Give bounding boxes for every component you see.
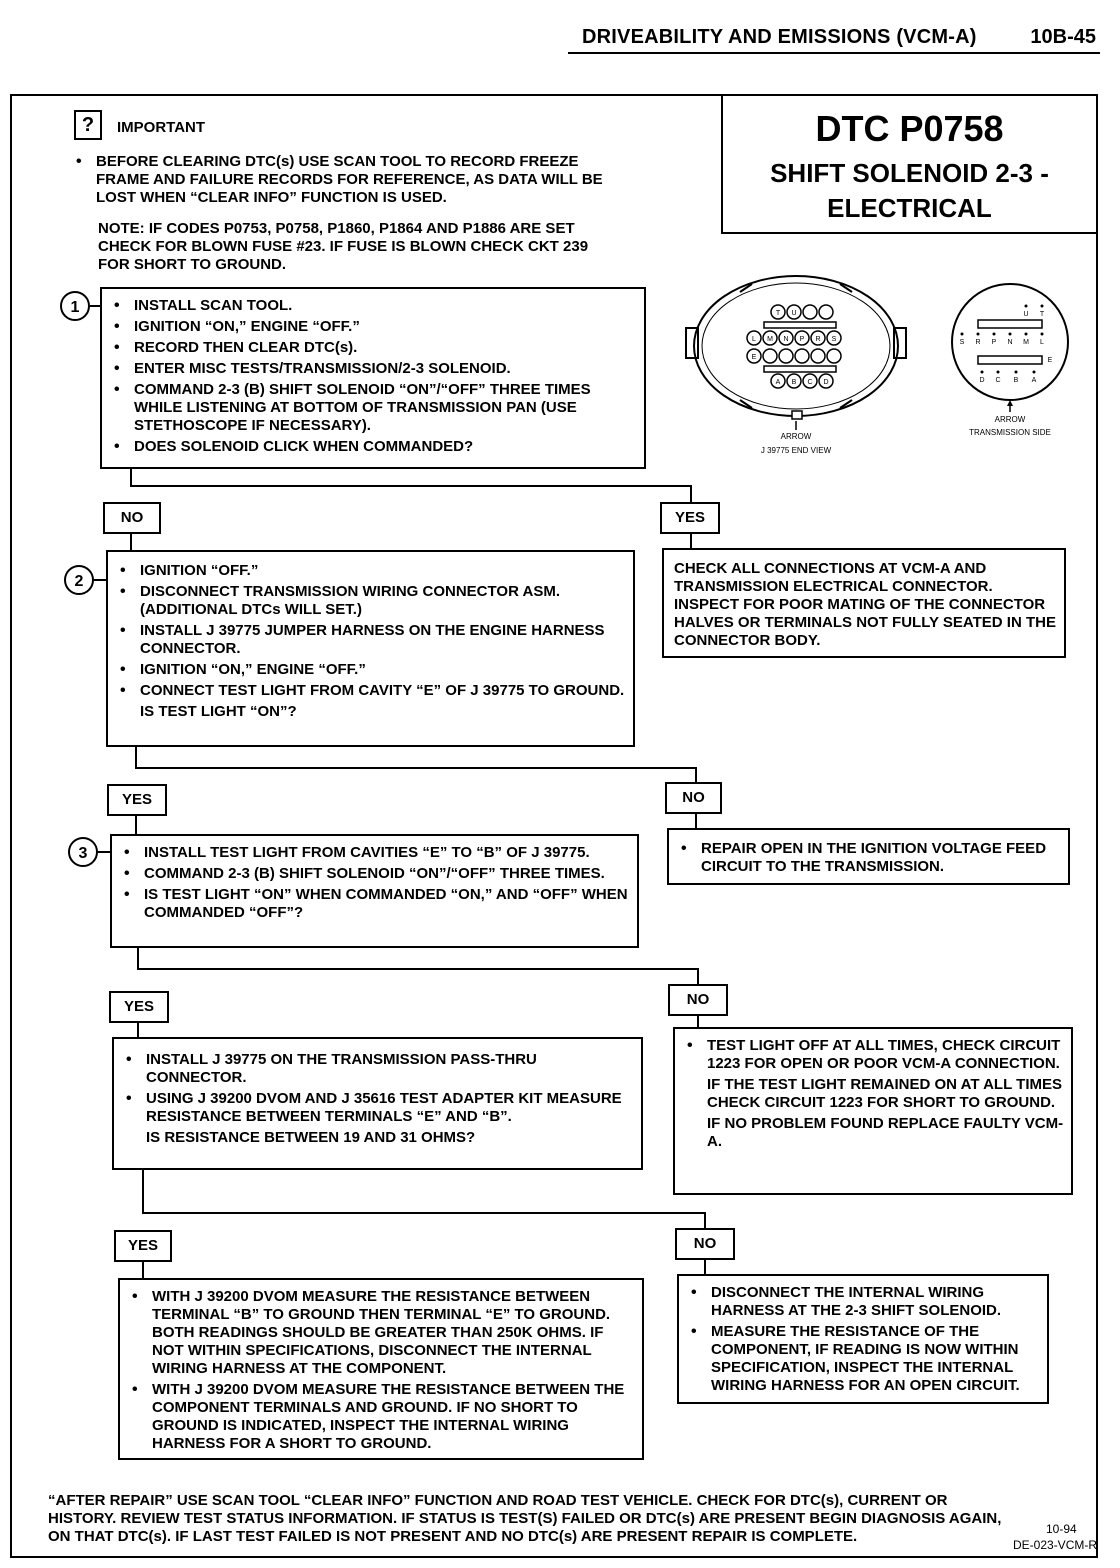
svg-text:M: M bbox=[1023, 339, 1029, 346]
no4-result-box bbox=[677, 1274, 1049, 1404]
svg-text:J 39775 END VIEW: J 39775 END VIEW bbox=[760, 446, 832, 455]
yes4-item: • WITH J 39200 DVOM MEASURE THE RESISTANCE BETWEEN THE COMPONENT TERMINALS AND GROUND. IF NO SHORT TO GROUND IS INDICATED, INSPECT THE INTERNAL WIRING HARNESS FOR A SHORT TO GROUND. bbox=[124, 1381, 636, 1453]
svg-text:B: B bbox=[1013, 377, 1019, 384]
no3-para-2: IF NO PROBLEM FOUND REPLACE FAULTY VCM-A. bbox=[707, 1115, 1064, 1150]
branch-yes-label: YES bbox=[107, 784, 167, 816]
dtc-desc-2: ELECTRICAL bbox=[827, 193, 992, 223]
no2-result-box bbox=[667, 828, 1070, 885]
step1-item: • ENTER MISC TESTS/TRANSMISSION/2-3 SOLENOID. bbox=[106, 360, 638, 378]
step2-item: • IGNITION “ON,” ENGINE “OFF.” bbox=[112, 661, 627, 679]
flow-line bbox=[695, 814, 697, 828]
no4-item: • MEASURE THE RESISTANCE OF THE COMPONENT, IF READING IS NOW WITHIN SPECIFICATION, INSPECT THE INTERNAL WIRING HARNESS FOR AN OPEN CIRCUIT. bbox=[683, 1323, 1041, 1395]
svg-text:N: N bbox=[783, 336, 789, 343]
flow-line bbox=[690, 534, 692, 548]
yes1-result-box bbox=[662, 548, 1066, 658]
yes4-item: • WITH J 39200 DVOM MEASURE THE RESISTANCE BETWEEN TERMINAL “B” TO GROUND THEN TERMINAL “E” TO GROUND. BOTH READINGS SHOULD BE GREATER THAN 250K OHMS. IF NOT WITHIN SPECIFICATIONS, DISCONNECT THE INTERNAL WIRING HARNESS AT THE COMPONENT. bbox=[124, 1288, 636, 1378]
step3-box bbox=[110, 834, 639, 948]
flow-line bbox=[130, 534, 132, 550]
flow-line bbox=[142, 1212, 706, 1214]
flow-line bbox=[130, 485, 692, 487]
yes4-result-box bbox=[118, 1278, 644, 1460]
j39775-end-view-diagram bbox=[686, 276, 906, 455]
important-note: NOTE: IF CODES P0753, P0758, P1860, P1864 AND P1886 ARE SET CHECK FOR BLOWN FUSE #23. IF FUSE IS BLOWN CHECK CKT 239 FOR SHORT TO GROUND. bbox=[98, 220, 589, 273]
no3-result-box bbox=[673, 1027, 1073, 1195]
step-number-3: 3 bbox=[68, 837, 98, 867]
branch-no-label: NO bbox=[675, 1228, 735, 1260]
svg-text:A: A bbox=[775, 379, 781, 386]
flow-line bbox=[130, 469, 132, 486]
dtc-title-box bbox=[721, 94, 1098, 234]
svg-text:U: U bbox=[791, 310, 797, 317]
step1-item: • DOES SOLENOID CLICK WHEN COMMANDED? bbox=[106, 438, 638, 456]
step2-item: • IGNITION “OFF.” bbox=[112, 562, 627, 580]
svg-text:C: C bbox=[807, 379, 813, 386]
svg-text:T: T bbox=[775, 310, 781, 317]
svg-text:L: L bbox=[752, 336, 756, 343]
step4-item: • INSTALL J 39775 ON THE TRANSMISSION PASS-THRU CONNECTOR. bbox=[118, 1051, 635, 1087]
step1-list bbox=[106, 297, 638, 456]
yes4-list bbox=[124, 1288, 636, 1453]
step2-item: • DISCONNECT TRANSMISSION WIRING CONNECTOR ASM. (ADDITIONAL DTCs WILL SET.) bbox=[112, 583, 627, 619]
branch-yes-label: YES bbox=[114, 1230, 172, 1262]
svg-text:S: S bbox=[831, 336, 837, 343]
svg-text:L: L bbox=[1040, 339, 1044, 346]
document-code: DE-023-VCM-R bbox=[1013, 1538, 1098, 1552]
svg-text:ARROW: ARROW bbox=[994, 415, 1026, 424]
branch-no-label: NO bbox=[668, 984, 728, 1016]
step1-item: • IGNITION “ON,” ENGINE “OFF.” bbox=[106, 318, 638, 336]
page-number: 10B-45 bbox=[1030, 26, 1096, 48]
header-rule bbox=[568, 52, 1100, 54]
running-header bbox=[560, 24, 1100, 52]
svg-text:S: S bbox=[959, 339, 965, 346]
svg-text:B: B bbox=[791, 379, 797, 386]
important-bullet-text: • BEFORE CLEARING DTC(s) USE SCAN TOOL TO RECORD FREEZE FRAME AND FAILURE RECORDS FOR REFERENCE, AS DATA WILL BE LOST WHEN “CLEAR INFO” FUNCTION IS USED. bbox=[68, 153, 628, 207]
flow-line bbox=[137, 1023, 139, 1037]
flow-line bbox=[137, 948, 139, 970]
step2-connector bbox=[94, 579, 106, 581]
step1-item: • INSTALL SCAN TOOL. bbox=[106, 297, 638, 315]
flow-line bbox=[690, 485, 692, 502]
connector-diagrams bbox=[680, 270, 1100, 460]
flow-line bbox=[135, 747, 137, 769]
flow-line bbox=[704, 1212, 706, 1229]
after-repair-note: “AFTER REPAIR” USE SCAN TOOL “CLEAR INFO” FUNCTION AND ROAD TEST VEHICLE. CHECK FOR DTC(s), CURRENT OR HISTORY. REVIEW TEST STATUS INFORMATION. IF STATUS IS TEST(S) FAILED OR DTC(s) ARE PRESENT BEGIN DIAGNOSIS AGAIN, ON THAT DTC(s). IF LAST TEST FAILED IS NOT PRESENT AND NO DTC(s) ARE PRESENT REPAIR IS COMPLETE. bbox=[48, 1492, 1002, 1545]
flow-line bbox=[135, 816, 137, 834]
step3-list bbox=[116, 844, 631, 922]
flow-line bbox=[142, 1262, 144, 1278]
flow-line bbox=[135, 767, 697, 769]
step2-item: • CONNECT TEST LIGHT FROM CAVITY “E” OF J 39775 TO GROUND. bbox=[112, 682, 627, 700]
no4-list bbox=[683, 1284, 1041, 1395]
important-icon: ? bbox=[74, 110, 102, 140]
dtc-desc-1: SHIFT SOLENOID 2-3 - bbox=[770, 158, 1049, 188]
important-label: IMPORTANT bbox=[117, 119, 206, 136]
svg-text:E: E bbox=[751, 354, 757, 361]
transmission-side-diagram bbox=[952, 284, 1068, 437]
svg-text:D: D bbox=[979, 377, 985, 384]
svg-text:N: N bbox=[1007, 339, 1013, 346]
step2-question: IS TEST LIGHT “ON”? bbox=[140, 703, 297, 720]
important-bullet bbox=[68, 153, 628, 210]
flow-line bbox=[142, 1170, 144, 1214]
step2-item: • INSTALL J 39775 JUMPER HARNESS ON THE ENGINE HARNESS CONNECTOR. bbox=[112, 622, 627, 658]
svg-text:ARROW: ARROW bbox=[780, 432, 812, 441]
svg-text:M: M bbox=[767, 336, 773, 343]
step3-item: • INSTALL TEST LIGHT FROM CAVITIES “E” TO “B” OF J 39775. bbox=[116, 844, 631, 862]
dtc-code: DTC P0758 bbox=[815, 108, 1004, 149]
step1-item: • RECORD THEN CLEAR DTC(s). bbox=[106, 339, 638, 357]
branch-no-label: NO bbox=[103, 502, 161, 534]
svg-text:D: D bbox=[823, 379, 829, 386]
flow-line bbox=[697, 968, 699, 985]
step1-box bbox=[100, 287, 646, 469]
yes1-text: CHECK ALL CONNECTIONS AT VCM-A AND TRANSMISSION ELECTRICAL CONNECTOR. INSPECT FOR POOR MATING OF THE CONNECTOR HALVES OR TERMINALS NOT FULLY SEATED IN THE CONNECTOR BODY. bbox=[674, 560, 1056, 649]
step4-box bbox=[112, 1037, 643, 1170]
no2-text: • REPAIR OPEN IN THE IGNITION VOLTAGE FEED CIRCUIT TO THE TRANSMISSION. bbox=[673, 840, 1062, 876]
flow-line bbox=[137, 968, 699, 970]
revision-date: 10-94 bbox=[1046, 1522, 1077, 1536]
svg-text:R: R bbox=[815, 336, 821, 343]
svg-text:TRANSMISSION SIDE: TRANSMISSION SIDE bbox=[969, 428, 1051, 437]
step4-list bbox=[118, 1051, 635, 1126]
svg-text:R: R bbox=[975, 339, 981, 346]
svg-text:P: P bbox=[799, 336, 805, 343]
svg-text:P: P bbox=[991, 339, 997, 346]
flow-line bbox=[704, 1260, 706, 1274]
step3-item: • COMMAND 2-3 (B) SHIFT SOLENOID “ON”/“OFF” THREE TIMES. bbox=[116, 865, 631, 883]
branch-no-label: NO bbox=[665, 782, 722, 814]
no3-bullet: • TEST LIGHT OFF AT ALL TIMES, CHECK CIRCUIT 1223 FOR OPEN OR POOR VCM-A CONNECTION. bbox=[679, 1037, 1065, 1073]
no4-item: • DISCONNECT THE INTERNAL WIRING HARNESS AT THE 2-3 SHIFT SOLENOID. bbox=[683, 1284, 1041, 1320]
step3-connector bbox=[98, 851, 110, 853]
svg-text:C: C bbox=[995, 377, 1001, 384]
section-title: DRIVEABILITY AND EMISSIONS (VCM-A) bbox=[582, 26, 977, 48]
no3-para-1: IF THE TEST LIGHT REMAINED ON AT ALL TIMES CHECK CIRCUIT 1223 FOR SHORT TO GROUND. bbox=[707, 1076, 1062, 1111]
step1-item: • COMMAND 2-3 (B) SHIFT SOLENOID “ON”/“OFF” THREE TIMES WHILE LISTENING AT BOTTOM OF TRANSMISSION PAN (USE STETHOSCOPE IF NECESSARY). bbox=[106, 381, 638, 435]
branch-yes-label: YES bbox=[660, 502, 720, 534]
step4-item: • USING J 39200 DVOM AND J 35616 TEST ADAPTER KIT MEASURE RESISTANCE BETWEEN TERMINALS “E” AND “B”. bbox=[118, 1090, 635, 1126]
step2-box bbox=[106, 550, 635, 747]
step3-item: • IS TEST LIGHT “ON” WHEN COMMANDED “ON,” AND “OFF” WHEN COMMANDED “OFF”? bbox=[116, 886, 631, 922]
step-number-1: 1 bbox=[60, 291, 90, 321]
step2-list bbox=[112, 562, 627, 700]
svg-text:A: A bbox=[1031, 377, 1037, 384]
svg-text:T: T bbox=[1039, 311, 1045, 318]
svg-text:U: U bbox=[1023, 311, 1029, 318]
step-number-2: 2 bbox=[64, 565, 94, 595]
svg-text:E: E bbox=[1047, 357, 1053, 364]
step4-question: IS RESISTANCE BETWEEN 19 AND 31 OHMS? bbox=[146, 1129, 476, 1146]
branch-yes-label: YES bbox=[109, 991, 169, 1023]
step1-connector bbox=[90, 305, 100, 307]
